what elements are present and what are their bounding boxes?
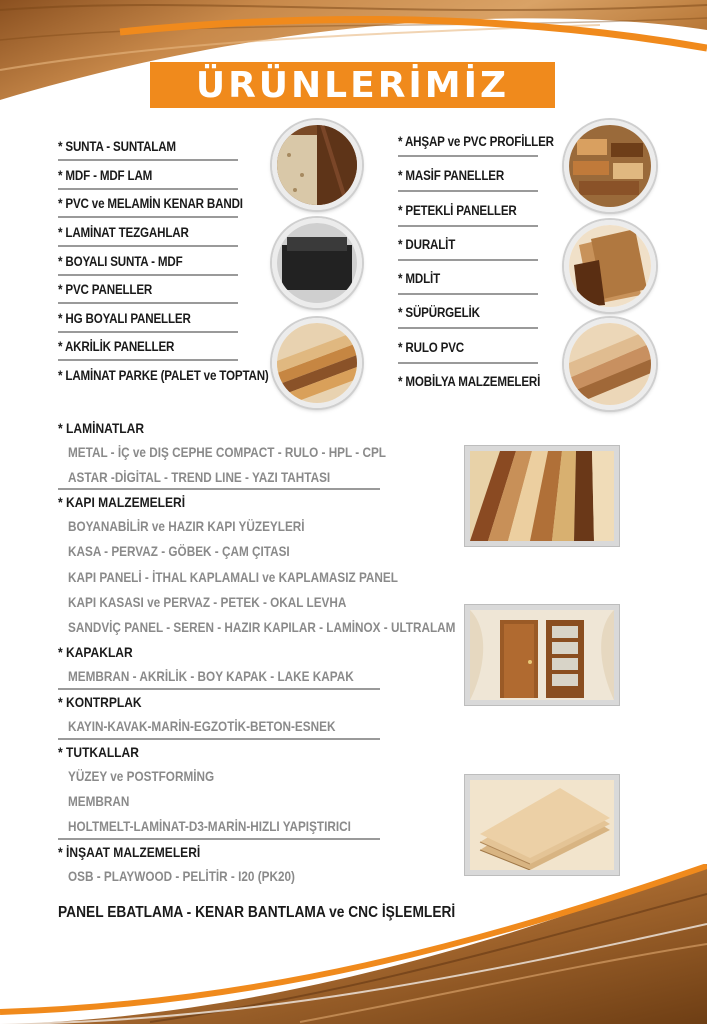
- category-line: KAPI PANELİ - İTHAL KAPLAMALI ve KAPLAMASIZ PANEL: [68, 569, 398, 585]
- divider: [398, 362, 538, 364]
- mdf-panels-image: [564, 220, 656, 312]
- right-item: * AHŞAP ve PVC PROFİLLER: [398, 134, 554, 149]
- left-item: * AKRİLİK PANELLER: [58, 339, 175, 354]
- divider: [58, 359, 238, 361]
- category-title: * TUTKALLAR: [58, 744, 139, 760]
- right-item: * MASİF PANELLER: [398, 168, 505, 183]
- left-item: * BOYALI SUNTA - MDF: [58, 254, 183, 269]
- divider: [398, 293, 538, 295]
- right-item: * MOBİLYA MALZEMELERİ: [398, 374, 541, 389]
- plywood-stack-image: [464, 774, 620, 876]
- left-item: * SUNTA - SUNTALAM: [58, 139, 176, 154]
- laminate-parquet-image: [272, 318, 362, 408]
- category-title: * KAPAKLAR: [58, 644, 133, 660]
- laminate-samples-image: [464, 445, 620, 547]
- category-line: HOLTMELT-LAMİNAT-D3-MARİN-HIZLI YAPIŞTIRICI: [68, 818, 351, 834]
- left-item: * HG BOYALI PANELLER: [58, 311, 191, 326]
- divider: [58, 838, 380, 840]
- category-title: * LAMİNATLAR: [58, 420, 145, 436]
- page-title-bar: [150, 62, 555, 108]
- category-line: KASA - PERVAZ - GÖBEK - ÇAM ÇITASI: [68, 543, 290, 559]
- page-title: ÜRÜNLERİMİZ: [195, 64, 510, 106]
- right-item: * SÜPÜRGELİK: [398, 305, 480, 320]
- category-title: * KONTRPLAK: [58, 694, 142, 710]
- right-item: * MDLİT: [398, 271, 441, 286]
- category-title: * İNŞAAT MALZEMELERİ: [58, 844, 201, 860]
- divider: [58, 274, 238, 276]
- left-item: * PVC ve MELAMİN KENAR BANDI: [58, 196, 243, 211]
- category-line: KAYIN-KAVAK-MARİN-EGZOTİK-BETON-ESNEK: [68, 718, 336, 734]
- left-item: * LAMİNAT PARKE (PALET ve TOPTAN): [58, 368, 269, 383]
- divider: [58, 188, 238, 190]
- divider: [398, 327, 538, 329]
- category-line: ASTAR -DİGİTAL - TREND LINE - YAZI TAHTASI: [68, 469, 331, 485]
- category-line: YÜZEY ve POSTFORMİNG: [68, 768, 215, 784]
- category-line: BOYANABİLİR ve HAZIR KAPI YÜZEYLERİ: [68, 518, 305, 534]
- services-footer: PANEL EBATLAMA - KENAR BANTLAMA ve CNC İŞLEMLERİ: [58, 904, 456, 921]
- right-item: * DURALİT: [398, 237, 456, 252]
- wood-profiles-image: [564, 120, 656, 212]
- right-item: * RULO PVC: [398, 340, 465, 355]
- wood-bottom-decoration: [0, 864, 707, 1024]
- left-item: * MDF - MDF LAM: [58, 168, 153, 183]
- divider: [58, 331, 238, 333]
- left-item: * PVC PANELLER: [58, 282, 153, 297]
- category-line: MEMBRAN - AKRİLİK - BOY KAPAK - LAKE KAPAK: [68, 668, 354, 684]
- left-item: * LAMİNAT TEZGAHLAR: [58, 225, 189, 240]
- divider: [398, 259, 538, 261]
- divider: [58, 688, 380, 690]
- category-line: MEMBRAN: [68, 793, 130, 809]
- divider: [398, 155, 538, 157]
- divider: [58, 488, 380, 490]
- divider: [398, 225, 538, 227]
- category-line: KAPI KASASI ve PERVAZ - PETEK - OKAL LEVHA: [68, 594, 347, 610]
- divider: [398, 190, 538, 192]
- category-title: * KAPI MALZEMELERİ: [58, 494, 186, 510]
- category-line: METAL - İÇ ve DIŞ CEPHE COMPACT - RULO - HPL - CPL: [68, 444, 386, 460]
- black-board-image: [272, 218, 362, 308]
- divider: [58, 302, 238, 304]
- divider: [58, 245, 238, 247]
- wood-veneer-image: [564, 318, 656, 410]
- divider: [58, 216, 238, 218]
- divider: [58, 159, 238, 161]
- doors-image: [464, 604, 620, 706]
- chipboard-image: [272, 120, 362, 210]
- category-line: SANDVİÇ PANEL - SEREN - HAZIR KAPILAR - LAMİNOX - ULTRALAM: [68, 619, 456, 635]
- divider: [58, 738, 380, 740]
- right-item: * PETEKLİ PANELLER: [398, 203, 517, 218]
- category-line: OSB - PLAYWOOD - PELİTİR - I20 (PK20): [68, 868, 295, 884]
